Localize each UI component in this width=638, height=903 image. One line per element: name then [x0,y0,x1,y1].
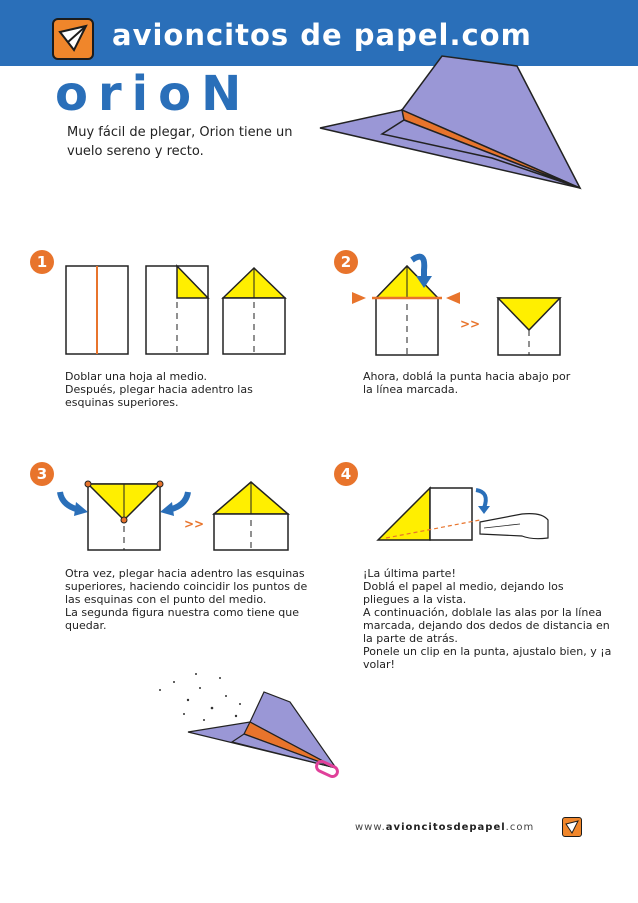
step-3-badge: 3 [30,462,54,486]
footer-logo[interactable] [562,817,582,837]
step-4-diagram [372,478,557,558]
step-4-badge: 4 [334,462,358,486]
hero-plane-illustration [312,48,592,198]
step-2-next-arrow: >> [460,317,481,331]
footer-url[interactable] [355,822,534,833]
step-4-text: ¡La última parte! Doblá el papel al medio, dejando los pliegues a la vista. A continuación, doblale las alas por la línea marcada, dejando dos dedos de distancia en la parte de atrás. Ponele un clip en la punta, ajustalo bien, y ¡a volar! [363,567,612,671]
paper-plane-icon [563,818,581,836]
step-2-badge: 2 [334,250,358,274]
step-2-text: Ahora, doblá la punta hacia abajo por la línea marcada. [363,370,571,396]
paper-plane-icon [54,20,92,58]
step-3-next-arrow: >> [184,517,205,531]
model-intro: Muy fácil de plegar, Orion tiene un vuelo sereno y recto. [67,125,293,159]
step-1-text: Doblar una hoja al medio. Después, plegar hacia adentro las esquinas superiores. [65,370,253,409]
site-logo[interactable] [52,18,94,60]
model-title: orioN [55,66,252,122]
step-2-diagram [348,248,573,358]
step-3-text: Otra vez, plegar hacia adentro las esquinas superiores, haciendo coincidir los puntos de las esquinas con el punto del medio. La segunda figura nuestra como tiene que quedar. [65,567,308,632]
step-1-badge: 1 [30,250,54,274]
step-3-diagram [52,470,302,555]
footer-url-prefix: www. [355,822,386,833]
flying-plane-illustration [140,660,350,785]
footer-url-brand: avioncitosdepapel [385,822,506,833]
footer-url-suffix: .com [505,822,535,833]
site-title: avioncitos de papel.com [112,18,532,52]
step-1-diagram [60,262,295,357]
